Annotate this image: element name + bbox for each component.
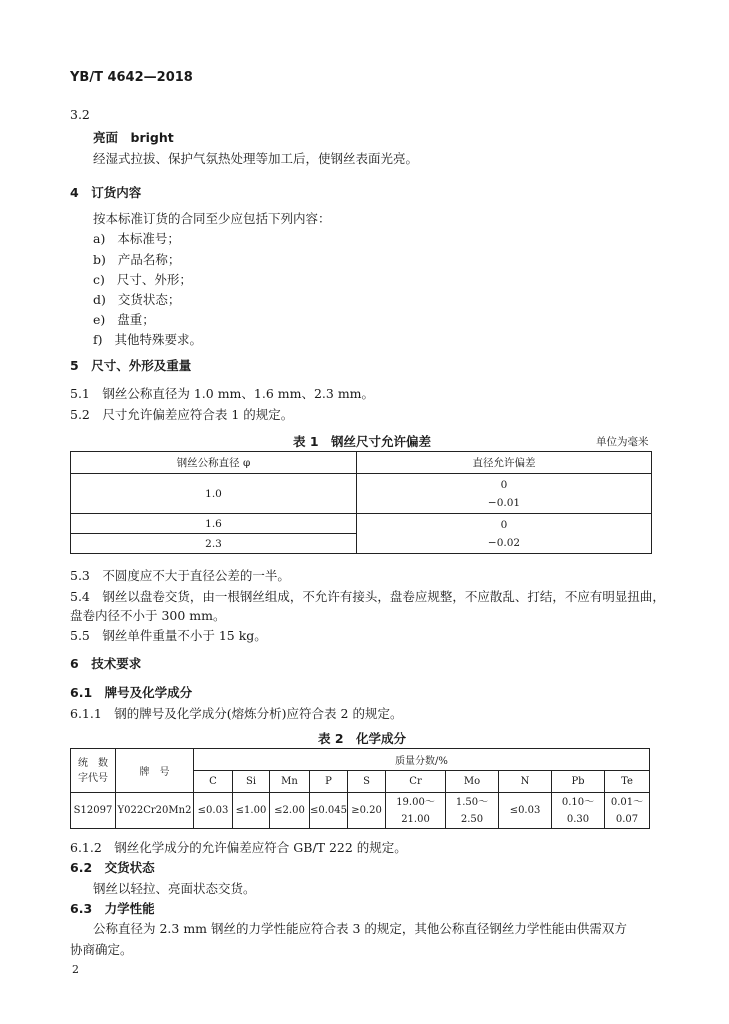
table-2-cell-grade: Y022Cr20Mn2 bbox=[116, 793, 194, 829]
clause-6-1-2: 6.1.2 钢丝化学成分的允许偏差应符合 GB/T 222 的规定。 bbox=[70, 840, 407, 855]
section-6-2-title: 6.2 交货状态 bbox=[70, 860, 155, 875]
table-2-element-header: Te bbox=[605, 771, 650, 793]
clause-5-4-cont: 盘卷内径不小于 300 mm。 bbox=[70, 608, 226, 623]
table-2-cell-mo: 1.50～ 2.50 bbox=[446, 793, 499, 829]
table-2-header-grade: 牌 号 bbox=[116, 749, 194, 793]
section-4-intro: 按本标准订货的合同至少应包括下列内容： bbox=[93, 211, 331, 226]
table-2-cell-pb: 0.10～ 0.30 bbox=[552, 793, 605, 829]
section-6-title: 6 技术要求 bbox=[70, 656, 142, 671]
clause-5-5: 5.5 钢丝单件重量不小于 15 kg。 bbox=[70, 628, 267, 643]
table-2-header-code: 统 数 字代号 bbox=[71, 749, 116, 793]
clause-6-2: 钢丝以轻拉、亮面状态交货。 bbox=[93, 881, 256, 896]
page-number: 2 bbox=[72, 963, 79, 976]
table-2-header-mass-fraction: 质量分数/% bbox=[194, 749, 650, 771]
table-2-element-header: C bbox=[194, 771, 233, 793]
table-2-element-header: Cr bbox=[386, 771, 446, 793]
table-2-cell-p: ≤0.045 bbox=[310, 793, 348, 829]
section-4-title: 4 订货内容 bbox=[70, 185, 142, 200]
table-1-caption: 表 1 钢丝尺寸允许偏差 bbox=[293, 434, 432, 449]
table-2-element-header: Pb bbox=[552, 771, 605, 793]
table-2-cell-te: 0.01～ 0.07 bbox=[605, 793, 650, 829]
table-2-element-header: N bbox=[499, 771, 552, 793]
section-3-2-number: 3.2 bbox=[70, 107, 90, 122]
table-2-cell-n: ≤0.03 bbox=[499, 793, 552, 829]
table-2-element-header: Mn bbox=[270, 771, 310, 793]
term-definition: 经湿式拉拔、保护气氛热处理等加工后，使钢丝表面光亮。 bbox=[93, 151, 419, 166]
section-5-title: 5 尺寸、外形及重量 bbox=[70, 358, 192, 373]
table-1-cell-diameter: 2.3 bbox=[71, 534, 357, 554]
table-2 bbox=[70, 748, 650, 829]
clause-5-2: 5.2 尺寸允许偏差应符合表 1 的规定。 bbox=[70, 407, 294, 422]
table-2-cell-s: ≥0.20 bbox=[348, 793, 386, 829]
list-item: a) 本标准号； bbox=[93, 231, 180, 246]
section-6-3-title: 6.3 力学性能 bbox=[70, 901, 155, 916]
standard-id: YB/T 4642—2018 bbox=[70, 70, 193, 85]
table-2-cell-mn: ≤2.00 bbox=[270, 793, 310, 829]
list-item: b) 产品名称； bbox=[93, 252, 181, 267]
table-1-cell-diameter: 1.0 bbox=[71, 474, 357, 514]
clause-6-3: 公称直径为 2.3 mm 钢丝的力学性能应符合表 3 的规定，其他公称直径钢丝力学性能由供需双方 bbox=[93, 921, 627, 936]
section-6-1-title: 6.1 牌号及化学成分 bbox=[70, 685, 193, 700]
clause-5-3: 5.3 不圆度应不大于直径公差的一半。 bbox=[70, 568, 290, 583]
table-1 bbox=[70, 451, 652, 554]
table-1-cell-tolerance: 0 −0.02 bbox=[357, 514, 652, 554]
table-1-cell-diameter: 1.6 bbox=[71, 514, 357, 534]
list-item: d) 交货状态； bbox=[93, 292, 181, 307]
table-1-unit: 单位为毫米 bbox=[596, 436, 649, 448]
table-2-cell-c: ≤0.03 bbox=[194, 793, 233, 829]
table-2-cell-cr: 19.00～ 21.00 bbox=[386, 793, 446, 829]
term-bright: 亮面 bright bbox=[93, 130, 174, 145]
list-item: e) 盘重； bbox=[93, 312, 155, 327]
table-2-element-header: Mo bbox=[446, 771, 499, 793]
list-item: c) 尺寸、外形； bbox=[93, 272, 192, 287]
table-1-header-tolerance: 直径允许偏差 bbox=[357, 452, 652, 474]
list-item: f) 其他特殊要求。 bbox=[93, 332, 203, 347]
table-2-caption: 表 2 化学成分 bbox=[318, 731, 407, 746]
table-2-element-header: P bbox=[310, 771, 348, 793]
clause-6-1-1: 6.1.1 钢的牌号及化学成分(熔炼分析)应符合表 2 的规定。 bbox=[70, 706, 403, 721]
clause-5-4: 5.4 钢丝以盘卷交货，由一根钢丝组成，不允许有接头，盘卷应规整，不应散乱、打结，不应有明显扭曲， bbox=[70, 589, 665, 604]
clause-5-1: 5.1 钢丝公称直径为 1.0 mm、1.6 mm、2.3 mm。 bbox=[70, 386, 375, 401]
clause-6-3-cont: 协商确定。 bbox=[70, 942, 133, 957]
table-2-cell-code: S12097 bbox=[71, 793, 116, 829]
table-2-element-header: S bbox=[348, 771, 386, 793]
table-1-cell-tolerance: 0 −0.01 bbox=[357, 474, 652, 514]
table-1-header-diameter: 钢丝公称直径 φ bbox=[71, 452, 357, 474]
table-2-element-header: Si bbox=[233, 771, 270, 793]
table-2-cell-si: ≤1.00 bbox=[233, 793, 270, 829]
